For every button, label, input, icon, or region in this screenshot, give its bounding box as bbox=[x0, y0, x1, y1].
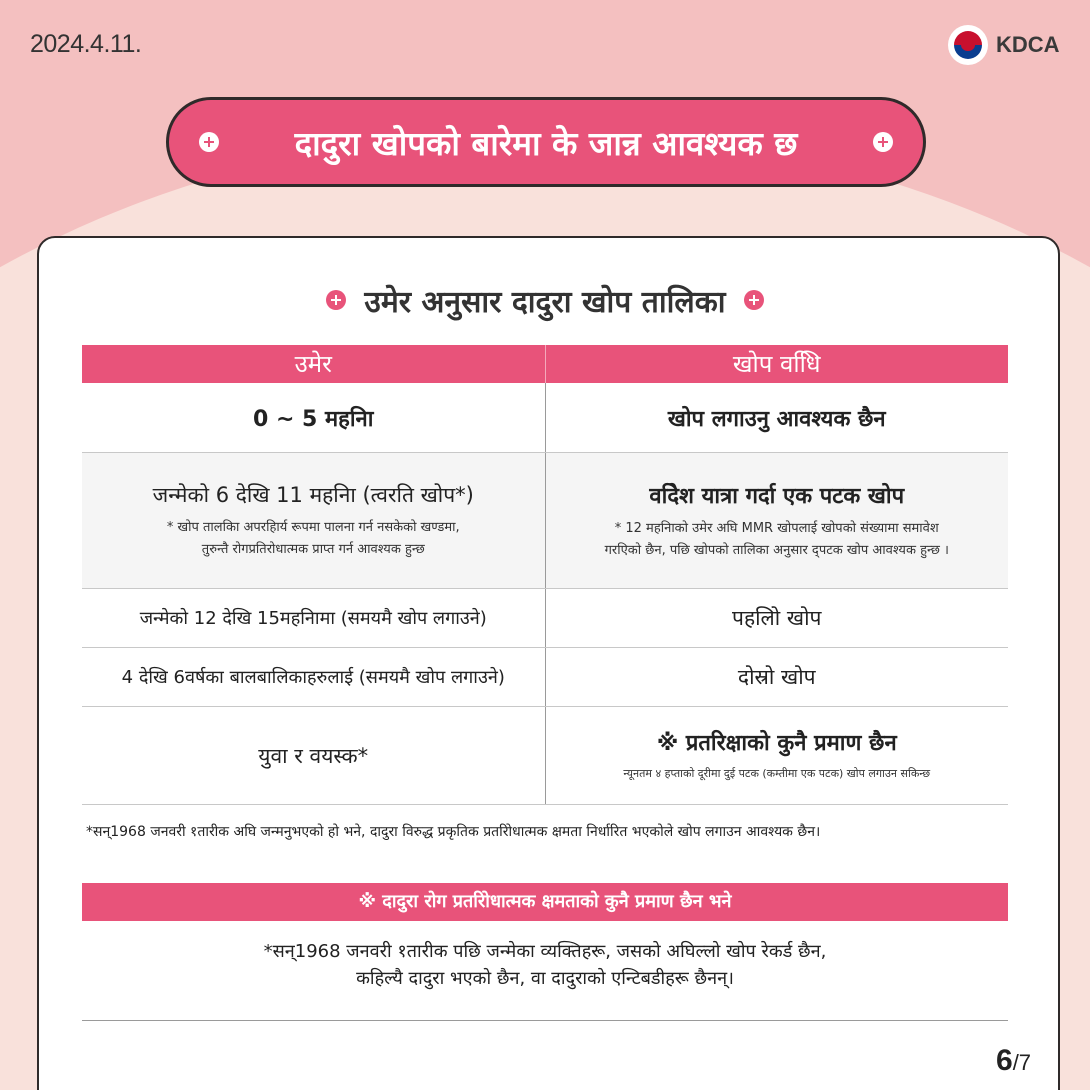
age-cell bbox=[82, 707, 545, 804]
table-header bbox=[82, 345, 1008, 383]
date-label: 2024.4.11. bbox=[30, 30, 142, 58]
table-row bbox=[82, 589, 1008, 648]
divider bbox=[82, 1020, 1008, 1021]
logo-text: KDCA bbox=[996, 32, 1060, 57]
vaccine-schedule-table bbox=[82, 345, 1008, 805]
vaccine-cell bbox=[545, 589, 1009, 647]
age-text: युवा र वयस्क* bbox=[258, 743, 369, 768]
age-note: * खोप तालकिा अपरहिार्य रूपमा पालना गर्न नसकेको खण्डमा, bbox=[166, 519, 460, 535]
table-row bbox=[82, 648, 1008, 707]
age-text: जन्मेको 6 देखि 11 महनिा (त्वरति खोप*) bbox=[152, 482, 474, 507]
vaccine-text: ※ प्रतरिक्षाको कुनै प्रमाण छैन bbox=[656, 730, 897, 756]
plus-icon bbox=[326, 290, 346, 310]
age-cell bbox=[82, 648, 545, 706]
age-note: तुरुन्तै रोगप्रतिरोधात्मक प्राप्त गर्न आवश्यक हुन्छ bbox=[201, 541, 425, 557]
vaccine-text: वदिेश यात्रा गर्दा एक पटक खोप bbox=[649, 483, 905, 509]
vaccine-note: * 12 महनिाको उमेर अघि MMR खोपलाई खोपको संख्यामा समावेश bbox=[614, 520, 939, 536]
vaccine-text: दोस्रो खोप bbox=[737, 665, 816, 689]
title-banner bbox=[166, 97, 926, 187]
vaccine-cell bbox=[545, 453, 1009, 588]
column-header-vaccine: खोप वधिि bbox=[545, 345, 1009, 383]
immunity-banner: ※ दादुरा रोग प्रतरिोधात्मक क्षमताको कुनै प्रमाण छैन भने bbox=[82, 883, 1008, 921]
table-row bbox=[82, 453, 1008, 589]
page-indicator bbox=[996, 1044, 1031, 1078]
vaccine-note: न्यूनतम ४ हप्ताको दूरीमा दुई पटक (कम्तीमा एक पटक) खोप लगाउन सकिन्छ bbox=[623, 766, 931, 780]
age-text: जन्मेको 12 देखि 15महनिामा (समयमै खोप लगाउने) bbox=[139, 608, 487, 629]
page-title: दादुरा खोपको बारेमा के जान्न आवश्यक छ bbox=[294, 123, 798, 163]
column-header-age: उमेर bbox=[294, 350, 332, 378]
immunity-line: *सन्1968 जनवरी १तारीक पछि जन्मेका व्यक्तिहरू, जसको अघिल्लो खोप रेकर्ड छैन, bbox=[263, 941, 827, 962]
age-cell bbox=[82, 589, 545, 647]
age-text: 0 ~ 5 महनिा bbox=[253, 406, 374, 432]
vaccine-text: खोप लगाउनु आवश्यक छैन bbox=[667, 406, 886, 432]
page-total: /7 bbox=[1012, 1050, 1032, 1075]
vaccine-cell bbox=[545, 707, 1009, 804]
table-row bbox=[82, 383, 1008, 453]
immunity-description bbox=[82, 938, 1008, 992]
vaccine-cell bbox=[545, 648, 1009, 706]
vaccine-text: पहलिो खोप bbox=[732, 606, 822, 630]
kdca-logo bbox=[948, 24, 1060, 66]
plus-icon bbox=[744, 290, 764, 310]
age-cell bbox=[82, 453, 545, 588]
page-current: 6 bbox=[996, 1044, 1013, 1077]
vaccine-cell bbox=[545, 383, 1009, 452]
plus-icon bbox=[199, 132, 219, 152]
plus-icon bbox=[873, 132, 893, 152]
vaccine-note: गरएिको छैन, पछि खोपको तालिका अनुसार द्पटक खोप आवश्यक हुन्छ । bbox=[604, 542, 949, 558]
footnote: *सन्1968 जनवरी १तारीक अघि जन्मनुभएको हो भने, दादुरा विरुद्ध प्रकृतिक प्रतरिोधात्मक क्षमता निर्धारित भएकोले खोप लगाउन आवश्यक छैन। bbox=[86, 824, 821, 840]
table-row bbox=[82, 707, 1008, 805]
age-text: 4 देखि 6वर्षका बालबालिकाहरुलाई (समयमै खोप लगाउने) bbox=[121, 667, 505, 688]
korea-taegeuk-icon bbox=[948, 25, 988, 65]
age-cell bbox=[82, 383, 545, 452]
immunity-line: कहिल्यै दादुरा भएको छैन, वा दादुराको एन्टिबडीहरू छैनन्। bbox=[356, 968, 734, 989]
table-heading bbox=[0, 278, 1090, 322]
section-title: उमेर अनुसार दादुरा खोप तालिका bbox=[364, 284, 726, 320]
